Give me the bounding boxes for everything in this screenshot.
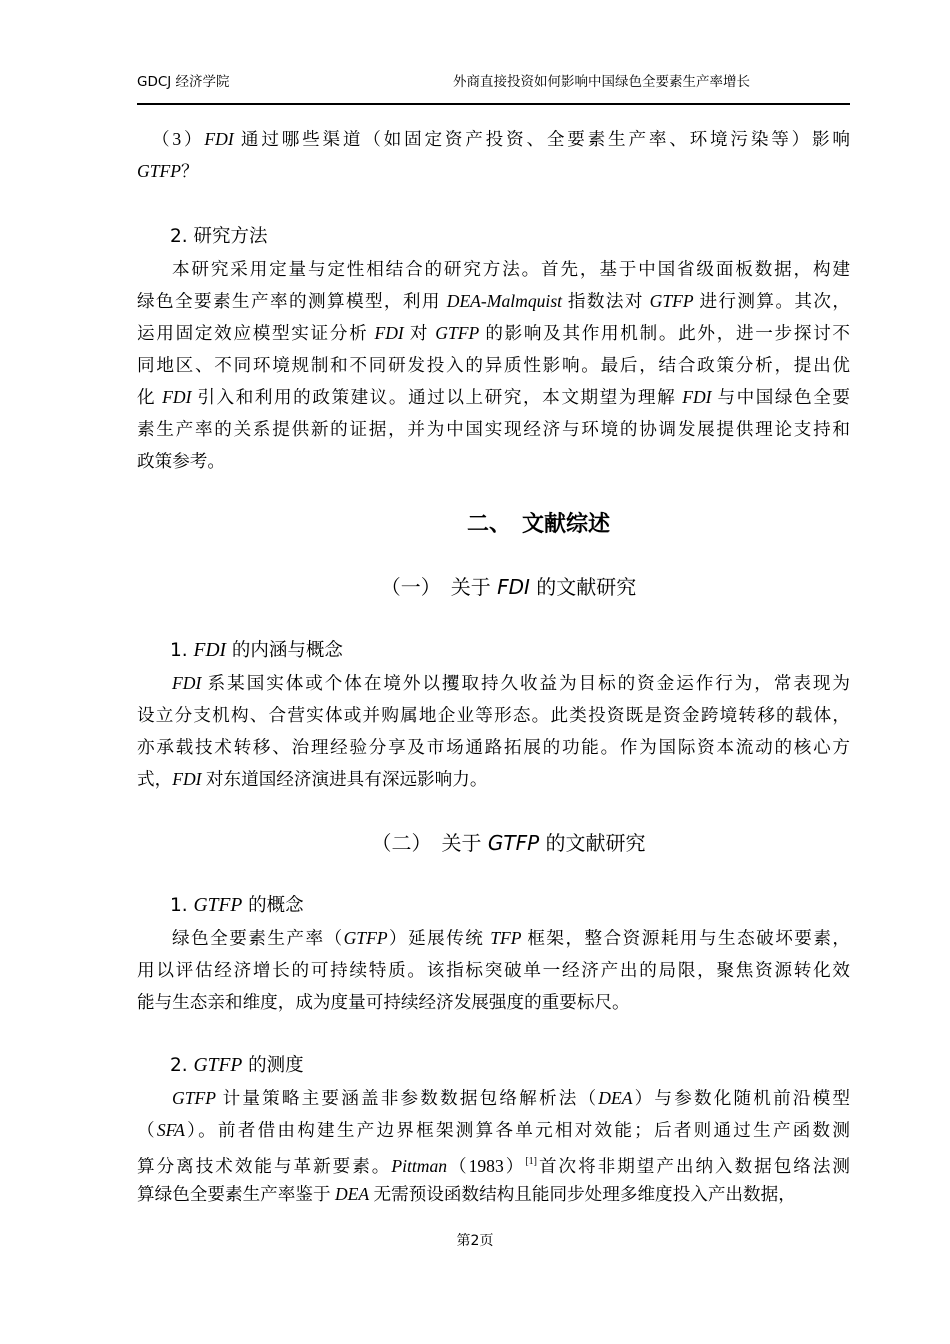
term-italic: GTFP [435,323,480,343]
text-segment: 本研究采用定量与定性相结合的研究方法。首先，基于中国省级面板数据，构建 [172,259,850,279]
text-line [137,986,850,1018]
term-italic: FDI [172,769,202,789]
text-segment: 引入和利用的政策建议。通过以上研究，本文期望为理解 [191,387,683,407]
term-italic: Pittman [391,1156,448,1176]
text-segment: 首次将非期望产出纳入数据包络法测 [536,1156,850,1176]
text-segment: 计量策略主要涵盖非参数数据包络解析法（ [215,1088,599,1108]
text-segment: 的内涵与概念 [226,640,343,661]
text-segment: 的影响及其作用机制。此外，进一步探讨不 [479,323,850,343]
text-segment: 化 [137,387,163,407]
text-line [137,827,850,859]
text-line [137,349,850,381]
paragraph [137,253,850,477]
text-segment: （一） 关于 [380,575,498,599]
header-institution: GDCJ 经济学院 [137,74,230,90]
term-italic: TFP [490,928,522,948]
text-segment: 对 [403,323,436,343]
term-italic: FDI [193,640,227,661]
text-segment: ）与参数化随机前沿模型 [632,1088,850,1108]
text-segment: 式， [137,769,173,789]
text-line [137,413,850,445]
text-segment: 绿色全要素生产率的测算模型，利用 [137,291,447,311]
text-line [137,1114,850,1146]
paragraph [137,922,850,1018]
term-italic: DEA [598,1088,633,1108]
text-segment: 二、 文献综述 [466,512,610,537]
citation-ref: [1] [525,1156,537,1167]
text-segment: 用以评估经济增长的可持续特质。该指标突破单一经济产出的局限，聚焦资源转化效 [137,960,850,980]
text-line [137,667,850,699]
text-segment: 的文献研究 [539,831,646,855]
section-heading [137,635,850,667]
paragraph [137,667,850,795]
text-line [137,1050,850,1082]
text-segment: ？ [180,161,199,181]
text-segment: 的测度 [242,1055,304,1076]
text-segment: 框架，整合资源耗用与生态破坏要素， [521,928,850,948]
text-segment: 2. [170,1055,194,1076]
text-line [137,890,850,922]
text-line [137,1178,850,1210]
paragraph [137,123,850,187]
text-segment: 的文献研究 [529,575,637,599]
text-line [137,922,850,954]
term-italic: SFA [156,1120,185,1140]
term-italic: GTFP [172,1088,216,1108]
text-line [137,635,850,667]
term-italic: GTFP [487,831,540,855]
paragraph [137,1082,850,1210]
text-segment: 对东道国经济演进具有深远影响力。 [201,769,488,789]
text-line [137,1082,850,1114]
text-segment: （1983） [447,1156,526,1176]
text-line [137,253,850,285]
text-line [137,221,850,253]
chapter-heading [137,509,850,541]
section-heading [137,221,850,253]
text-segment: 运用固定效应模型实证分析 [137,323,375,343]
text-line [137,155,850,187]
term-italic: GTFP [343,928,388,948]
text-line [137,509,850,541]
text-segment: 指数法对 [562,291,650,311]
text-segment: 1. [170,640,194,661]
section-heading [137,890,850,922]
text-segment: 通过哪些渠道（如固定资产投资、全要素生产率、环境污染等）影响 [233,129,850,149]
term-italic: FDI [497,575,530,599]
text-segment: 政策参考。 [137,451,225,471]
text-segment: 同地区、不同环境规制和不同研发投入的异质性影响。最后，结合政策分析，提出优 [137,355,850,375]
term-italic: DEA [334,1184,370,1204]
text-segment: （ [137,1120,157,1140]
text-segment: ）延展传统 [387,928,491,948]
text-segment: 2. 研究方法 [170,226,268,247]
text-line [137,954,850,986]
text-segment: ）。前者借由构建生产边界框架测算各单元相对效能；后者则通过生产函数测 [184,1120,850,1140]
text-segment: 设立分支机构、合营实体或并购属地企业等形态。此类投资既是资金跨境转移的载体， [137,705,850,725]
term-italic: GTFP [649,291,694,311]
text-line [137,731,850,763]
text-segment: 算分离技术效能与革新要素。 [137,1156,392,1176]
text-segment: 与中国绿色全要 [711,387,850,407]
text-segment: 亦承载技术转移、治理经验分享及市场通路拓展的功能。作为国际资本流动的核心方 [137,737,850,757]
text-segment: 的概念 [242,895,304,916]
text-line [137,445,850,477]
text-line [137,317,850,349]
term-italic: FDI [374,323,404,343]
term-italic: FDI [172,673,202,693]
text-segment: 算绿色全要素生产率鉴于 [137,1184,335,1204]
term-italic: GTFP [137,161,181,181]
text-line [137,699,850,731]
text-segment: 1. [170,895,194,916]
text-segment: 素生产率的关系提供新的证据，并为中国实现经济与环境的协调发展提供理论支持和 [137,419,850,439]
text-segment: 绿色全要素生产率（ [172,928,344,948]
text-segment: 无需预设函数结构且能同步处理多维度投入产出数据， [369,1184,796,1204]
text-line [137,123,850,155]
subchapter-heading [137,571,850,603]
header-title: 外商直接投资如何影响中国绿色全要素生产率增长 [453,74,750,90]
text-line [137,285,850,317]
text-line [137,763,850,795]
text-line [137,1146,850,1178]
term-italic: FDI [682,387,712,407]
text-segment: 进行测算。其次， [693,291,850,311]
text-segment: （3） [152,129,205,149]
term-italic: GTFP [193,895,243,916]
term-italic: FDI [162,387,192,407]
subchapter-heading [137,827,850,859]
text-line [137,571,850,603]
text-line [137,381,850,413]
page-number: 第2页 [456,1233,494,1249]
term-italic: FDI [204,129,234,149]
term-italic: DEA-Malmquist [446,291,563,311]
text-segment: 能与生态亲和维度，成为度量可持续经济发展强度的重要标尺。 [137,992,630,1012]
term-italic: GTFP [193,1055,243,1076]
text-segment: （二） 关于 [371,831,488,855]
text-segment: 系某国实体或个体在境外以攫取持久收益为目标的资金运作行为，常表现为 [201,673,850,693]
section-heading [137,1050,850,1082]
header-divider [137,103,850,105]
